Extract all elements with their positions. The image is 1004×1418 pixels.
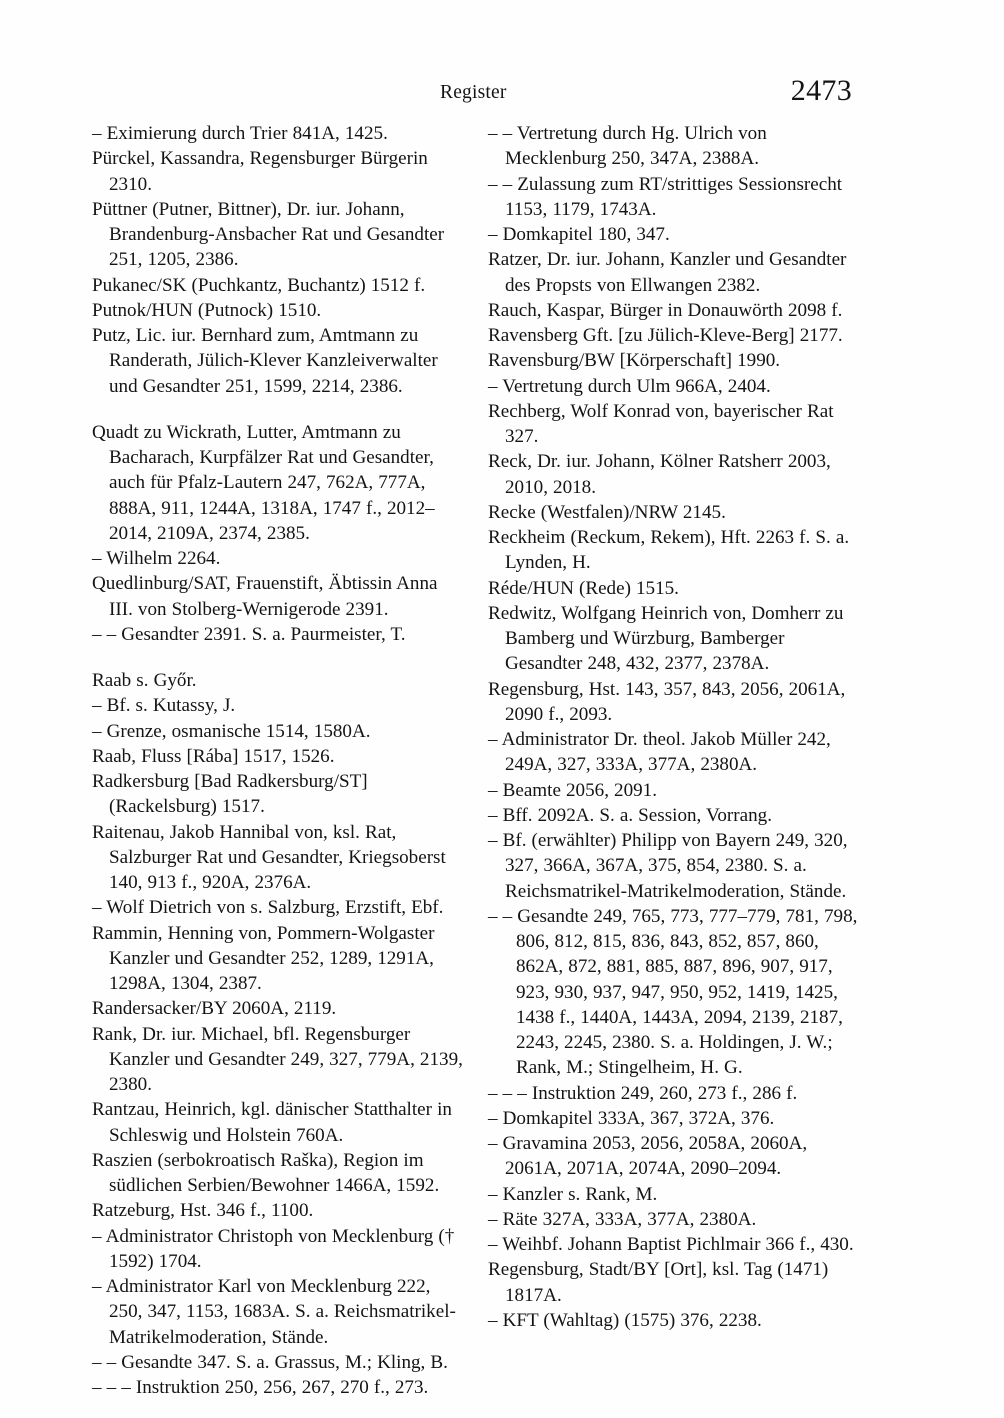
index-entry: Raab s. Győr. xyxy=(92,670,197,691)
index-entry: – – Gesandter 2391. S. a. Paurmeister, T. xyxy=(92,623,406,645)
index-entry: – Weihbf. Johann Baptist Pichlmair 366 f., 430. xyxy=(488,1234,854,1255)
index-entry: Raab, Fluss [Rába] 1517, 1526. xyxy=(92,745,335,767)
alphabet-group-gap xyxy=(92,399,464,420)
page-number: 2473 xyxy=(790,74,852,107)
index-entry: Reck, Dr. iur. Johann, Kölner Ratsherr 2003, 2010, 2018. xyxy=(488,451,831,498)
index-entry: Rauch, Kaspar, Bürger in Donauwörth 2098 f. xyxy=(488,299,843,321)
index-entry: – Bff. 2092A. S. a. Session, Vorrang. xyxy=(488,804,772,826)
index-entry: Pukanec/SK (Puchkantz, Buchantz) 1512 f. xyxy=(92,274,426,296)
index-entry: – Eximierung durch Trier 841A, 1425. xyxy=(92,123,388,144)
index-entry: – Domkapitel 180, 347. xyxy=(488,224,670,245)
right-column xyxy=(488,121,860,1400)
index-entry: Regensburg, Hst. 143, 357, 843, 2056, 2061A, 2090 f., 2093. xyxy=(488,678,846,725)
index-entry: – – – Instruktion 250, 256, 267, 270 f., 273. xyxy=(92,1377,429,1398)
index-entry: Reckheim (Reckum, Rekem), Hft. 2263 f. S. a. Lynden, H. xyxy=(488,527,850,574)
index-entry: – Vertretung durch Ulm 966A, 2404. xyxy=(488,375,771,397)
index-entry: – Beamte 2056, 2091. xyxy=(488,779,658,801)
index-columns xyxy=(92,121,860,1400)
index-entry: Raszien (serbokroatisch Raška), Region im südlichen Serbien/Bewohner 1466A, 1592. xyxy=(92,1149,440,1196)
index-entry: – KFT (Wahltag) (1575) 376, 2238. xyxy=(488,1309,762,1331)
index-entry: Quadt zu Wickrath, Lutter, Amtmann zu Bacharach, Kurpfälzer Rat und Gesandter, auch für Pfalz-Lautern 247, 762A, 777A, 888A, 911, 1244A, 1318A, 1747 f., 2012–2014, 2109A, 2374, 2385. xyxy=(92,421,435,544)
index-entry: – – Gesandte 249, 765, 773, 777–779, 781, 798, 806, 812, 815, 836, 843, 852, 857, 860, 862A, 872, 881, 885, 887, 896, 907, 917, 923, 930, 937, 947, 950, 952, 1419, 1425, 1438 f., 1440A, 1443A, 2094, 2139, 2187, 2243, 2245, 2380. S. a. Holdingen, J. W.; Rank, M.; Stingelheim, H. G. xyxy=(488,905,858,1079)
index-entry: – Gravamina 2053, 2056, 2058A, 2060A, 2061A, 2071A, 2074A, 2090–2094. xyxy=(488,1133,808,1180)
index-entry: Ravensburg/BW [Körperschaft] 1990. xyxy=(488,350,781,372)
alphabet-group-gap xyxy=(92,647,464,668)
index-entry: – Administrator Christoph von Mecklenburg († 1592) 1704. xyxy=(92,1225,455,1272)
index-entry: Radkersburg [Bad Radkersburg/ST] (Rackelsburg) 1517. xyxy=(92,771,368,818)
index-entry: Pürckel, Kassandra, Regensburger Bürgerin 2310. xyxy=(92,148,428,195)
left-column xyxy=(92,121,464,1400)
index-entry: Rammin, Henning von, Pommern-Wolgaster Kanzler und Gesandter 252, 1289, 1291A, 1298A, 1304, 2387. xyxy=(92,922,435,994)
index-entry: Raitenau, Jakob Hannibal von, ksl. Rat, Salzburger Rat und Gesandter, Kriegsoberst 140, 913 f., 920A, 2376A. xyxy=(92,821,446,893)
index-entry: – Kanzler s. Rank, M. xyxy=(488,1183,658,1205)
index-entry: Ravensberg Gft. [zu Jülich-Kleve-Berg] 2177. xyxy=(488,325,843,346)
index-entry: Putz, Lic. iur. Bernhard zum, Amtmann zu Randerath, Jülich-Klever Kanzleiverwalter und Gesandter 251, 1599, 2214, 2386. xyxy=(92,325,438,397)
index-entry: – Administrator Karl von Mecklenburg 222, 250, 347, 1153, 1683A. S. a. Reichsmatrikel-Matrikelmoderation, Stände. xyxy=(92,1276,456,1348)
index-entry: – Bf. s. Kutassy, J. xyxy=(92,695,236,717)
index-entry: Rank, Dr. iur. Michael, bfl. Regensburger Kanzler und Gesandter 249, 327, 779A, 2139, 2380. xyxy=(92,1023,463,1095)
index-entry: – Wilhelm 2264. xyxy=(92,548,221,569)
index-entry: Püttner (Putner, Bittner), Dr. iur. Johann, Brandenburg-Ansbacher Rat und Gesandter 251, 1205, 2386. xyxy=(92,198,445,271)
index-entry: – Bf. (erwählter) Philipp von Bayern 249, 320, 327, 366A, 367A, 375, 854, 2380. S. a. Reichsmatrikel-Matrikelmoderation, Stände. xyxy=(488,830,848,902)
index-entry: Rantzau, Heinrich, kgl. dänischer Statthalter in Schleswig und Holstein 760A. xyxy=(92,1099,452,1146)
index-entry: – Domkapitel 333A, 367, 372A, 376. xyxy=(488,1107,775,1129)
index-entry: – – Zulassung zum RT/strittiges Sessionsrecht 1153, 1179, 1743A. xyxy=(488,173,843,220)
running-head xyxy=(92,74,852,108)
index-entry: Redwitz, Wolfgang Heinrich von, Domherr zu Bamberg und Würzburg, Bamberger Gesandter 248, 432, 2377, 2378A. xyxy=(488,602,844,675)
index-entry: – Wolf Dietrich von s. Salzburg, Erzstift, Ebf. xyxy=(92,897,444,919)
index-entry: Réde/HUN (Rede) 1515. xyxy=(488,577,679,599)
index-entry: – Administrator Dr. theol. Jakob Müller 242, 249A, 327, 333A, 377A, 2380A. xyxy=(488,729,831,776)
index-entry: Recke (Westfalen)/NRW 2145. xyxy=(488,501,726,523)
running-head-title: Register xyxy=(440,82,507,103)
index-entry: Quedlinburg/SAT, Frauenstift, Äbtissin Anna III. von Stolberg-Wernigerode 2391. xyxy=(92,573,438,620)
index-entry: Regensburg, Stadt/BY [Ort], ksl. Tag (1471) 1817A. xyxy=(488,1259,829,1306)
index-entry: Rechberg, Wolf Konrad von, bayerischer Rat 327. xyxy=(488,400,834,447)
index-entry: – Räte 327A, 333A, 377A, 2380A. xyxy=(488,1208,757,1230)
index-entry: – – Vertretung durch Hg. Ulrich von Mecklenburg 250, 347A, 2388A. xyxy=(488,123,767,170)
index-entry: Ratzeburg, Hst. 346 f., 1100. xyxy=(92,1200,314,1222)
index-entry: Randersacker/BY 2060A, 2119. xyxy=(92,998,337,1020)
index-entry: – – – Instruktion 249, 260, 273 f., 286 f. xyxy=(488,1082,798,1104)
index-entry: Putnok/HUN (Putnock) 1510. xyxy=(92,299,322,321)
index-entry: – – Gesandte 347. S. a. Grassus, M.; Kling, B. xyxy=(92,1351,448,1373)
index-entry: – Grenze, osmanische 1514, 1580A. xyxy=(92,720,371,742)
index-entry: Ratzer, Dr. iur. Johann, Kanzler und Gesandter des Propsts von Ellwangen 2382. xyxy=(488,249,847,296)
